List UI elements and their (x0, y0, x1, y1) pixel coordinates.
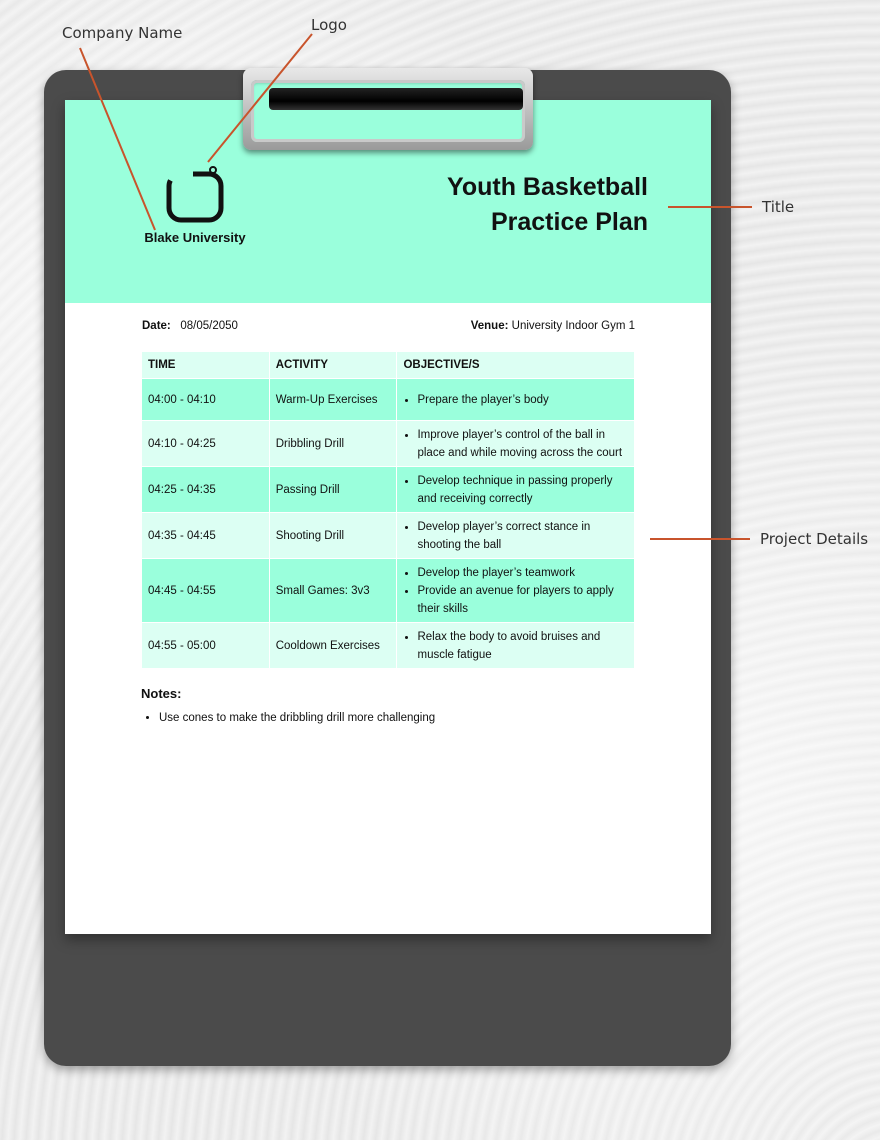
time-cell: 04:45 - 04:55 (142, 559, 270, 623)
clip-bar (269, 88, 523, 110)
note-item: • Use cones to make the dribbling drill more challenging (159, 712, 639, 724)
time-cell: 04:55 - 05:00 (142, 623, 270, 669)
date-label: Date: (142, 320, 171, 332)
column-header-activity: ACTIVITY (269, 352, 397, 379)
activity-cell: Warm-Up Exercises (269, 379, 397, 421)
objectives-cell (397, 379, 635, 421)
objectives-cell (397, 421, 635, 467)
table-row (142, 559, 635, 623)
notes-heading: Notes: (141, 686, 182, 701)
practice-plan-table (141, 351, 635, 669)
document-title (447, 170, 648, 240)
time-cell: 04:35 - 04:45 (142, 513, 270, 559)
objectives-cell (397, 467, 635, 513)
activity-cell: Dribbling Drill (269, 421, 397, 467)
column-header-time: TIME (142, 352, 270, 379)
venue-value: University Indoor Gym 1 (511, 320, 635, 332)
table-row (142, 467, 635, 513)
annotation-company-name: Company Name (62, 24, 183, 42)
table-row (142, 513, 635, 559)
annotation-logo: Logo (311, 16, 347, 34)
time-cell: 04:00 - 04:10 (142, 379, 270, 421)
time-cell: 04:25 - 04:35 (142, 467, 270, 513)
notes-list (141, 712, 639, 724)
clipboard-clip (243, 68, 533, 150)
table-row (142, 379, 635, 421)
date-field (142, 320, 238, 332)
clip-window (251, 80, 525, 142)
objectives-cell (397, 623, 635, 669)
objective-item: • Develop the player’s teamwork (417, 564, 628, 582)
activity-cell: Cooldown Exercises (269, 623, 397, 669)
objective-item: • Develop player’s correct stance in shooting the ball (417, 518, 628, 554)
time-cell: 04:10 - 04:25 (142, 421, 270, 467)
venue-field (471, 320, 635, 332)
objective-item: • Improve player’s control of the ball in place and while moving across the court (417, 426, 628, 462)
column-header-objectives: OBJECTIVE/S (397, 352, 635, 379)
objective-item: • Develop technique in passing properly and receiving correctly (417, 472, 628, 508)
table-row (142, 623, 635, 669)
title-line-1: Youth Basketball (447, 173, 648, 201)
venue-label: Venue: (470, 320, 509, 332)
annotation-project-details: Project Details (760, 530, 869, 548)
table-header-row (142, 352, 635, 379)
table-row (142, 421, 635, 467)
activity-cell: Shooting Drill (269, 513, 397, 559)
document-page (65, 100, 711, 934)
date-value: 08/05/2050 (180, 320, 238, 332)
annotation-title: Title (762, 198, 795, 216)
company-logo-icon (165, 162, 225, 224)
objectives-cell (397, 513, 635, 559)
activity-cell: Small Games: 3v3 (269, 559, 397, 623)
activity-cell: Passing Drill (269, 467, 397, 513)
objective-item: • Provide an avenue for players to apply their skills (417, 582, 628, 618)
objectives-cell (397, 559, 635, 623)
objective-item: • Relax the body to avoid bruises and muscle fatigue (417, 628, 628, 664)
company-name: Blake University (144, 230, 246, 245)
objective-item: • Prepare the player’s body (417, 391, 628, 409)
title-line-2: Practice Plan (490, 208, 648, 236)
